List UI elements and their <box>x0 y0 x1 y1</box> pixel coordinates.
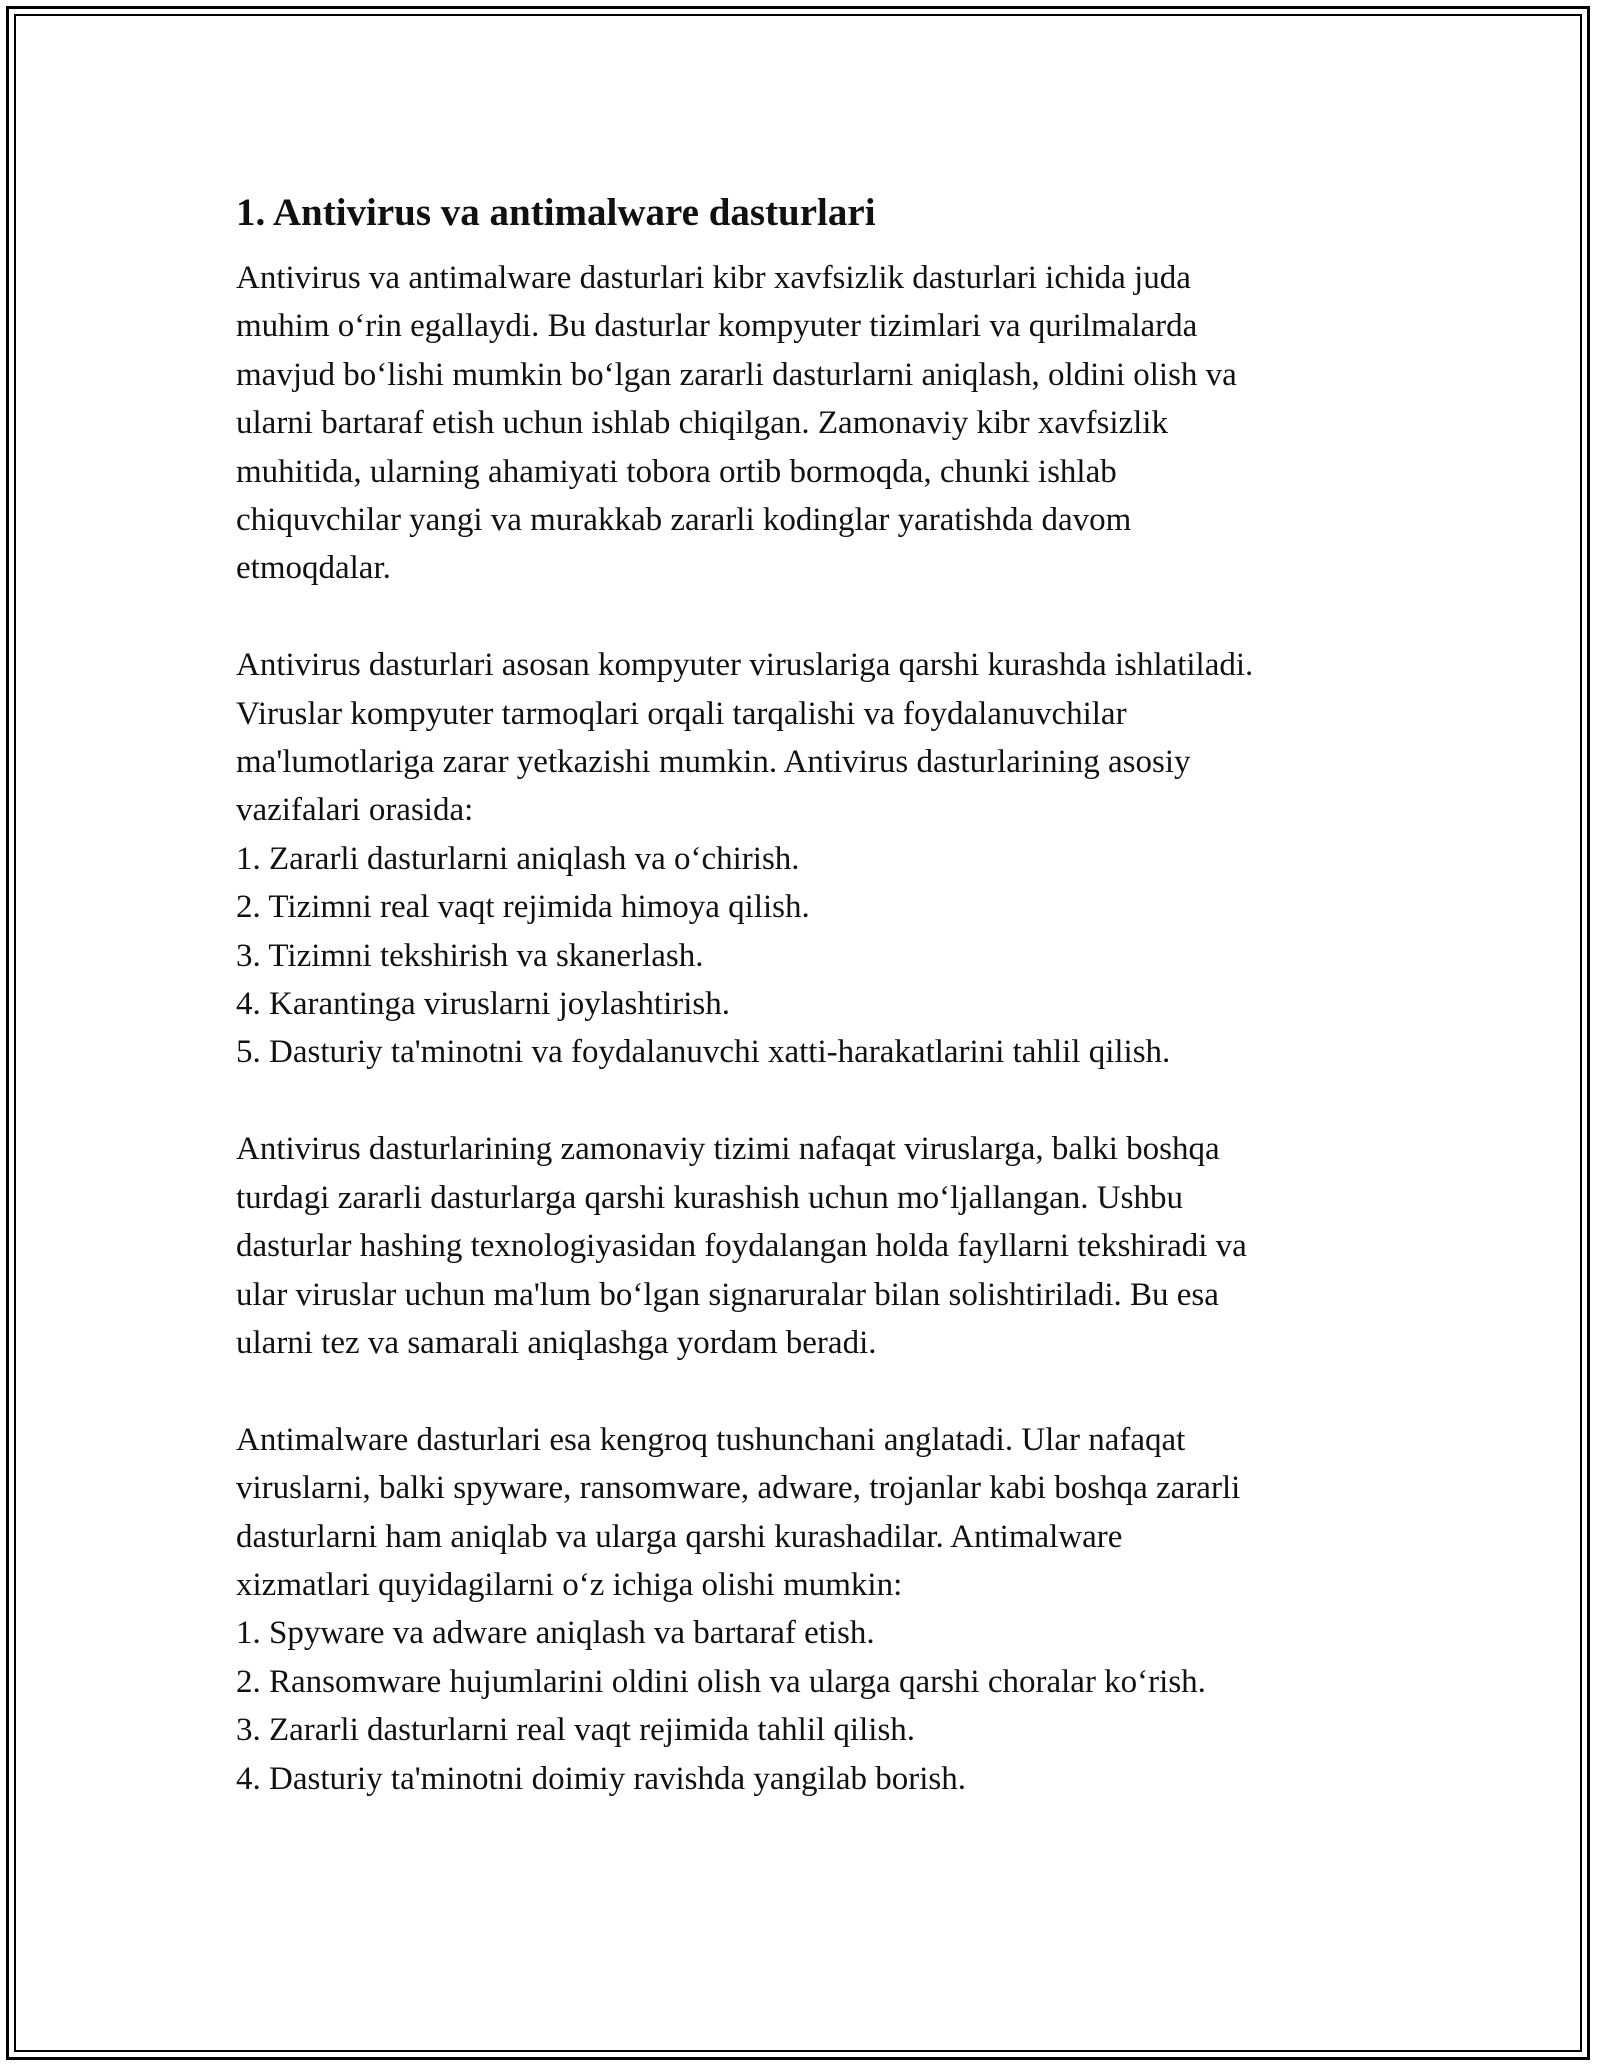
text-line: viruslarni, balki spyware, ransomware, adware, trojanlar kabi boshqa zararli <box>236 1470 1241 1507</box>
list-item: 3. Zararli dasturlarni real vaqt rejimida tahlil qilish. <box>236 1712 916 1749</box>
paragraph-antivirus <box>236 641 1406 1077</box>
text-line: etmoqdalar. <box>236 550 391 587</box>
text-line: Viruslar kompyuter tarmoqlari orqali tarqalishi va foydalanuvchilar <box>236 695 1127 732</box>
text-line: Antivirus dasturlari asosan kompyuter viruslariga qarshi kurashda ishlatiladi. <box>236 647 1254 684</box>
text-line: Antivirus va antimalware dasturlari kibr xavfsizlik dasturlari ichida juda <box>236 260 1191 296</box>
list-item: 1. Zararli dasturlarni aniqlash va o‘chirish. <box>236 840 800 877</box>
text-line: Antimalware dasturlari esa kengroq tushunchani anglatadi. Ular nafaqat <box>236 1421 1186 1458</box>
section-heading: 1. Antivirus va antimalware dasturlari <box>236 191 876 234</box>
list-item: 1. Spyware va adware aniqlash va bartaraf etish. <box>236 1615 875 1652</box>
list-item: 3. Tizimni tekshirish va skanerlash. <box>236 937 704 974</box>
list-item: 4. Dasturiy ta'minotni doimiy ravishda yangilab borish. <box>236 1760 967 1797</box>
paragraph-intro <box>236 254 1406 593</box>
text-line: mavjud bo‘lishi mumkin bo‘lgan zararli dasturlarni aniqlash, oldini olish va <box>236 356 1237 393</box>
text-line: dasturlarni ham aniqlab va ularga qarshi kurashadilar. Antimalware <box>236 1518 1123 1555</box>
text-line: ularni bartaraf etish uchun ishlab chiqilgan. Zamonaviy kibr xavfsizlik <box>236 405 1168 442</box>
list-item: 4. Karantinga viruslarni joylashtirish. <box>236 986 730 1023</box>
text-line: Antivirus dasturlarining zamonaviy tizimi nafaqat viruslarga, balki boshqa <box>236 1131 1220 1168</box>
text-line: dasturlar hashing texnologiyasidan foydalangan holda fayllarni tekshiradi va <box>236 1228 1247 1265</box>
text-line: vazifalari orasida: <box>236 792 474 829</box>
document-body <box>236 188 1406 1851</box>
text-line: ularni tez va samarali aniqlashga yordam beradi. <box>236 1324 877 1361</box>
text-line: muhitida, ularning ahamiyati tobora ortib bormoqda, chunki ishlab <box>236 453 1117 490</box>
text-line: muhim o‘rin egallaydi. Bu dasturlar kompyuter tizimlari va qurilmalarda <box>236 308 1198 345</box>
paragraph-modern-systems <box>236 1125 1406 1367</box>
list-item: 5. Dasturiy ta'minotni va foydalanuvchi xatti-harakatlarini tahlil qilish. <box>236 1034 1171 1071</box>
text-line: turdagi zararli dasturlarga qarshi kurashish uchun mo‘ljallangan. Ushbu <box>236 1179 1183 1216</box>
list-item: 2. Tizimni real vaqt rejimida himoya qilish. <box>236 889 810 926</box>
list-item: 2. Ransomware hujumlarini oldini olish va ularga qarshi choralar ko‘rish. <box>236 1663 1206 1700</box>
text-line: ular viruslar uchun ma'lum bo‘lgan signaruralar bilan solishtiriladi. Bu esa <box>236 1276 1219 1313</box>
paragraph-antimalware <box>236 1416 1406 1803</box>
text-line: xizmatlari quyidagilarni o‘z ichiga olishi mumkin: <box>236 1566 903 1603</box>
text-line: ma'lumotlariga zarar yetkazishi mumkin. Antivirus dasturlarining asosiy <box>236 744 1191 781</box>
text-line: chiquvchilar yangi va murakkab zararli kodinglar yaratishda davom <box>236 502 1132 539</box>
